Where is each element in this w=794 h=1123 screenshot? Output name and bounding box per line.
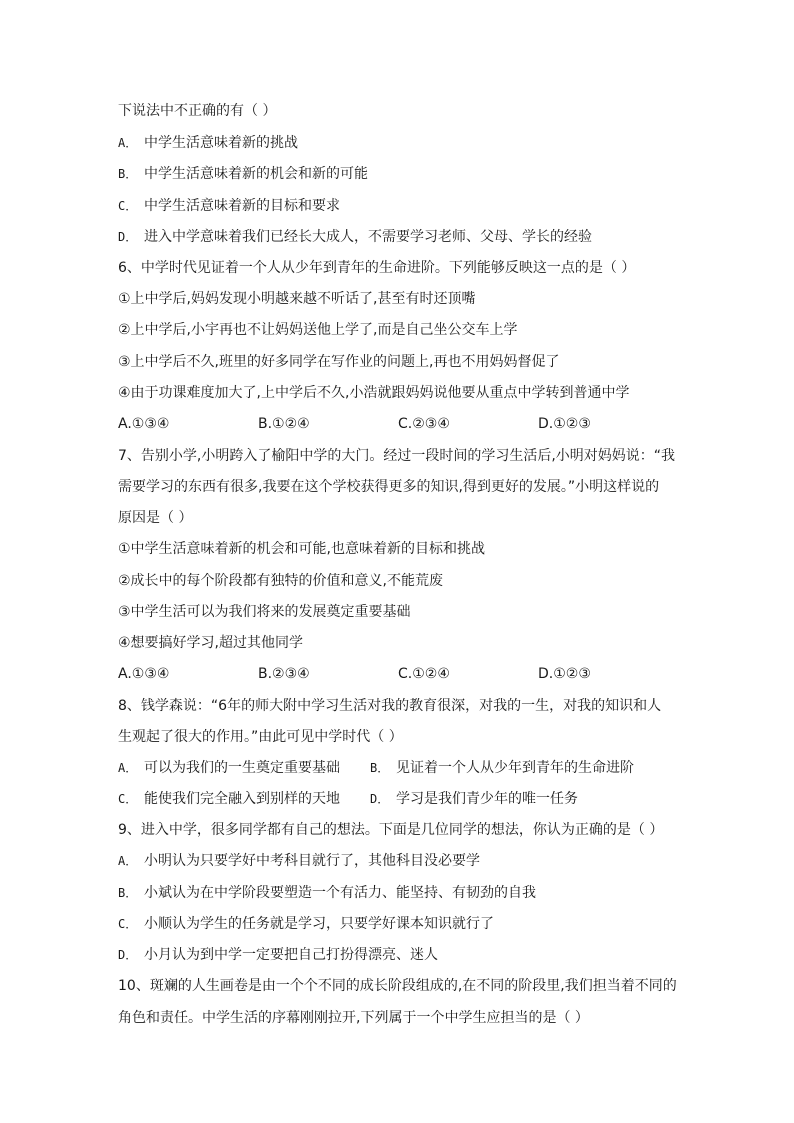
q7-item-2: ②成长中的每个阶段都有独特的价值和意义,不能荒废 [118, 573, 443, 589]
q8-options-row-2 [118, 789, 694, 809]
q7-stem-line-1: 7、告别小学,小明跨入了榆阳中学的大门。经过一段时间的学习生活后,小明对妈妈说：“我 [118, 448, 676, 464]
q8-option-a: A． 可以为我们的一生奠定重要基础 [118, 760, 340, 776]
q8-option-b: B． 见证着一个人从少年到青年的生命进阶 [370, 760, 634, 776]
q7-stem-line-2: 需要学习的东西有很多,我要在这个学校获得更多的知识,得到更好的发展。”小明这样说的 [118, 479, 660, 495]
q7-choice-d: D.①②③ [538, 666, 591, 682]
q6-item-3: ③上中学后不久,班里的好多同学在写作业的问题上,再也不用妈妈督促了 [118, 354, 560, 370]
q9-option-c: C． 小顺认为学生的任务就是学习，只要学好课本知识就行了 [118, 916, 494, 932]
q7-item-1: ①中学生活意味着新的机会和可能,也意味着新的目标和挑战 [118, 541, 485, 557]
q7-item-3: ③中学生活可以为我们将来的发展奠定重要基础 [118, 604, 411, 620]
q10-stem-line-2: 角色和责任。中学生活的序幕刚刚拉开,下列属于一个中学生应担当的是（ ） [118, 1010, 589, 1026]
q8-stem-line-2: 生观起了很大的作用。”由此可见中学时代（ ） [118, 729, 403, 745]
q5-option-d: D． 进入中学意味着我们已经长大成人，不需要学习老师、父母、学长的经验 [118, 229, 592, 245]
q5-option-c: C． 中学生活意味着新的目标和要求 [118, 198, 340, 214]
q9-option-a: A． 小明认为只要学好中考科目就行了，其他科目没必要学 [118, 853, 480, 869]
q7-choices [118, 664, 694, 684]
q8-stem-line-1: 8、钱学森说：“6年的师大附中学习生活对我的教育很深，对我的一生，对我的知识和人 [118, 698, 662, 714]
q10-stem-line-1: 10、斑斓的人生画卷是由一个个不同的成长阶段组成的,在不同的阶段里,我们担当着不同的 [118, 978, 677, 994]
q5-option-a: A． 中学生活意味着新的挑战 [118, 135, 298, 151]
q9-option-d: D． 小月认为到中学一定要把自己打扮得漂亮、迷人 [118, 947, 438, 963]
q7-choice-a: A.①③④ [118, 666, 170, 682]
q8-option-d: D． 学习是我们青少年的唯一任务 [370, 791, 578, 807]
q7-choice-c: C.①②④ [398, 666, 450, 682]
q9-stem: 9、进入中学，很多同学都有自己的想法。下面是几位同学的想法，你认为正确的是（ ） [118, 822, 664, 838]
q7-item-4: ④想要搞好学习,超过其他同学 [118, 635, 304, 651]
q6-choice-c: C.②③④ [398, 416, 450, 432]
q7-stem-line-3: 原因是（ ） [118, 510, 193, 526]
q6-choices [118, 414, 694, 434]
q5-stem-end: 下说法中不正确的有（ ） [118, 103, 277, 119]
q6-choice-a: A.①③④ [118, 416, 170, 432]
q6-item-1: ①上中学后,妈妈发现小明越来越不听话了,甚至有时还顶嘴 [118, 291, 476, 307]
q6-choice-b: B.①②④ [258, 416, 310, 432]
q6-item-4: ④由于功课难度加大了,上中学后不久,小浩就跟妈妈说他要从重点中学转到普通中学 [118, 385, 630, 401]
q6-stem: 6、中学时代见证着一个人从少年到青年的生命进阶。下列能够反映这一点的是（ ） [118, 260, 636, 276]
q5-option-b: B． 中学生活意味着新的机会和新的可能 [118, 166, 368, 182]
q6-choice-d: D.①②③ [538, 416, 591, 432]
q9-option-b: B． 小斌认为在中学阶段要塑造一个有活力、能坚持、有韧劲的自我 [118, 885, 536, 901]
q6-item-2: ②上中学后,小宇再也不让妈妈送他上学了,而是自己坐公交车上学 [118, 322, 518, 338]
q8-option-c: C． 能使我们完全融入到别样的天地 [118, 791, 340, 807]
q8-options-row-1 [118, 758, 694, 778]
q7-choice-b: B.②③④ [258, 666, 310, 682]
